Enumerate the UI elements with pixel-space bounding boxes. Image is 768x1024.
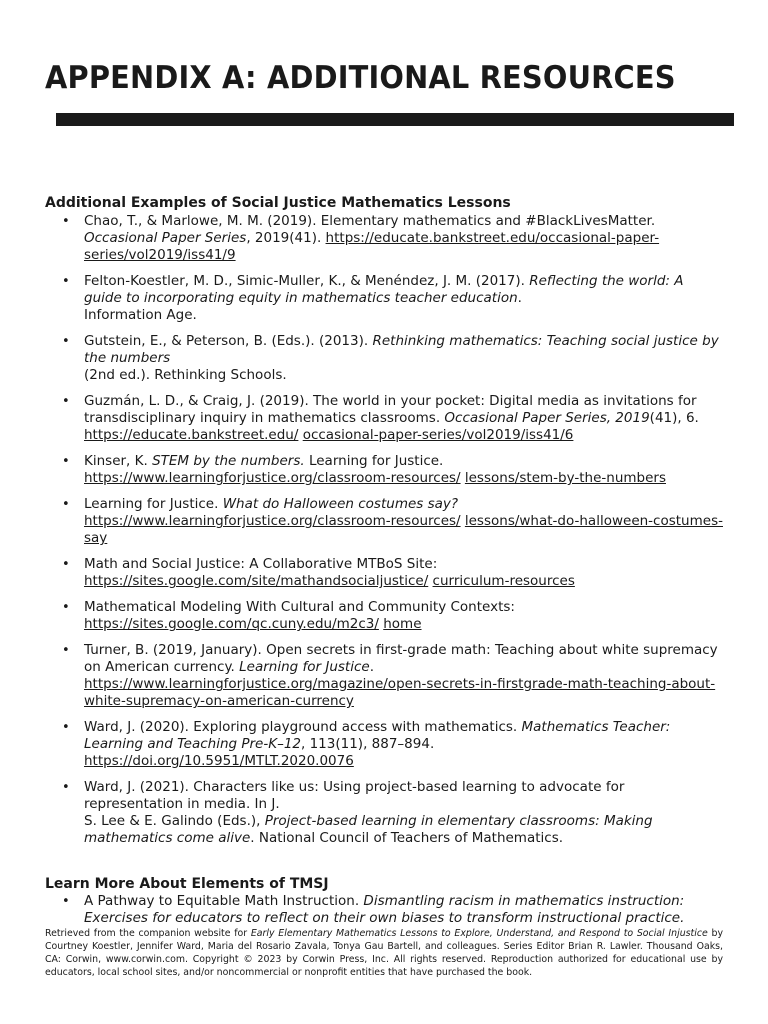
reference-text: Chao, T., & Marlowe, M. M. (2019). Elementary mathematics and #BlackLivesMatter. bbox=[84, 213, 656, 229]
bullet-icon: • bbox=[62, 497, 70, 512]
page-title: APPENDIX A: ADDITIONAL RESOURCES bbox=[45, 60, 676, 96]
reference-text: . National Council of Teachers of Mathematics. bbox=[250, 830, 564, 846]
reference-item bbox=[62, 556, 724, 590]
reference-text: , 113(11), 887–894. bbox=[301, 736, 435, 752]
reference-text: Guzmán, L. D., & Craig, J. (2019). The world in your pocket: Digital media as invitations for transdisciplinary inquiry in mathematics classrooms. bbox=[84, 393, 697, 426]
bullet-icon: • bbox=[62, 643, 70, 658]
reference-item bbox=[62, 893, 724, 927]
bullet-icon: • bbox=[62, 600, 70, 615]
reference-item bbox=[62, 719, 724, 770]
italic-title-text: Rethinking mathematics: Teaching social justice by the numbers bbox=[84, 333, 719, 366]
reference-text: Math and Social Justice: A Collaborative MTBoS Site: bbox=[84, 556, 438, 572]
reference-link[interactable]: https://www.learningforjustice.org/classroom-resources/ bbox=[84, 513, 461, 529]
reference-item bbox=[62, 333, 724, 384]
italic-title-text: Mathematics Teacher: Learning and Teaching Pre-K–12 bbox=[84, 719, 671, 752]
bullet-icon: • bbox=[62, 780, 70, 795]
reference-link[interactable]: curriculum-resources bbox=[432, 573, 575, 589]
reference-link[interactable]: https://sites.google.com/qc.cuny.edu/m2c3/ bbox=[84, 616, 379, 632]
reference-list-lessons bbox=[62, 213, 724, 856]
italic-title-text: STEM by the numbers. bbox=[152, 453, 305, 469]
bullet-icon: • bbox=[62, 214, 70, 229]
reference-link[interactable]: occasional-paper-series/vol2019/iss41/6 bbox=[302, 427, 574, 443]
copyright-footer bbox=[45, 927, 723, 985]
reference-text: . bbox=[369, 659, 374, 675]
reference-item bbox=[62, 213, 724, 264]
reference-item bbox=[62, 599, 724, 633]
italic-title-text: Learning for Justice bbox=[239, 659, 370, 675]
reference-item bbox=[62, 273, 724, 324]
section-heading-lessons: Additional Examples of Social Justice Mathematics Lessons bbox=[45, 195, 511, 211]
reference-text: (2nd ed.). Rethinking Schools. bbox=[84, 367, 287, 383]
bullet-icon: • bbox=[62, 334, 70, 349]
reference-text: Gutstein, E., & Peterson, B. (Eds.). (2013). bbox=[84, 333, 373, 349]
reference-text: Kinser, K. bbox=[84, 453, 153, 469]
reference-link[interactable]: https://educate.bankstreet.edu/occasional-paper-series/vol2019/iss41/9 bbox=[84, 230, 660, 263]
reference-item bbox=[62, 496, 724, 547]
reference-text: . bbox=[517, 290, 522, 306]
italic-title-text: What do Halloween costumes say? bbox=[222, 496, 459, 512]
reference-link[interactable]: lessons/stem-by-the-numbers bbox=[464, 470, 666, 486]
italic-title-text: Occasional Paper Series, 2019 bbox=[444, 410, 650, 426]
reference-item bbox=[62, 779, 724, 847]
reference-text: (41), 6. bbox=[649, 410, 699, 426]
bullet-icon: • bbox=[62, 394, 70, 409]
reference-link[interactable]: https://sites.google.com/site/mathandsocialjustice/ bbox=[84, 573, 429, 589]
bullet-icon: • bbox=[62, 454, 70, 469]
reference-text: Information Age. bbox=[84, 307, 197, 323]
reference-link[interactable]: https://educate.bankstreet.edu/ bbox=[84, 427, 299, 443]
title-divider-bar bbox=[56, 113, 734, 126]
reference-text: Mathematical Modeling With Cultural and Community Contexts: bbox=[84, 599, 515, 615]
reference-link[interactable]: https://www.learningforjustice.org/magazine/open-secrets-in-firstgrade-math-teaching-about-white-supremacy-on-american-currency bbox=[84, 676, 716, 709]
bullet-icon: • bbox=[62, 894, 70, 909]
italic-title-text: Project-based learning in elementary classrooms: Making mathematics come alive bbox=[84, 813, 653, 846]
bullet-icon: • bbox=[62, 720, 70, 735]
bullet-icon: • bbox=[62, 557, 70, 572]
italic-title-text: Occasional Paper Series bbox=[84, 230, 247, 246]
reference-text: , 2019(41). bbox=[246, 230, 326, 246]
reference-text: Retrieved from the companion website for bbox=[45, 928, 251, 939]
reference-link[interactable]: home bbox=[383, 616, 422, 632]
reference-text: by Courtney Koestler, Jennifer Ward, Maria del Rosario Zavala, Tonya Gau Bartell, and colleagues. Series Editor Brian R. Lawler. Thousand Oaks, CA: Corwin, www.corwin.com. Copyright © 2023 by Corwin Press, Inc. All rights reserved. Reproduction authorized for educational use by educators, local school sites, and/or noncommercial or nonprofit entities that have purchased the book. bbox=[45, 928, 723, 978]
reference-link[interactable]: https://doi.org/10.5951/MTLT.2020.0076 bbox=[84, 753, 354, 769]
reference-text: Felton-Koestler, M. D., Simic-Muller, K., & Menéndez, J. M. (2017). bbox=[84, 273, 530, 289]
reference-item bbox=[62, 642, 724, 710]
reference-link[interactable]: https://www.learningforjustice.org/classroom-resources/ bbox=[84, 470, 461, 486]
reference-text: A Pathway to Equitable Math Instruction. bbox=[84, 893, 364, 909]
italic-title-text: Early Elementary Mathematics Lessons to Explore, Understand, and Respond to Social Injustice bbox=[250, 928, 708, 939]
bullet-icon: • bbox=[62, 274, 70, 289]
reference-item bbox=[62, 393, 724, 444]
reference-text: Learning for Justice. bbox=[304, 453, 444, 469]
reference-text: Ward, J. (2021). Characters like us: Using project-based learning to advocate for representation in media. In J. bbox=[84, 779, 625, 812]
reference-text: Learning for Justice. bbox=[84, 496, 223, 512]
reference-link[interactable]: lessons/what-do-halloween-costumes-say bbox=[84, 513, 723, 546]
italic-title-text: Dismantling racism in mathematics instruction: Exercises for educators to reflect on their own biases to transform instructional practice. bbox=[84, 893, 685, 926]
italic-title-text: Reflecting the world: A guide to incorporating equity in mathematics teacher education bbox=[84, 273, 684, 306]
reference-item bbox=[62, 453, 724, 487]
section-heading-tmsj: Learn More About Elements of TMSJ bbox=[45, 876, 329, 892]
reference-text: Turner, B. (2019, January). Open secrets in first-grade math: Teaching about white supremacy on American currency. bbox=[84, 642, 718, 675]
reference-text: S. Lee & E. Galindo (Eds.), bbox=[84, 813, 265, 829]
reference-text: Ward, J. (2020). Exploring playground access with mathematics. bbox=[84, 719, 522, 735]
